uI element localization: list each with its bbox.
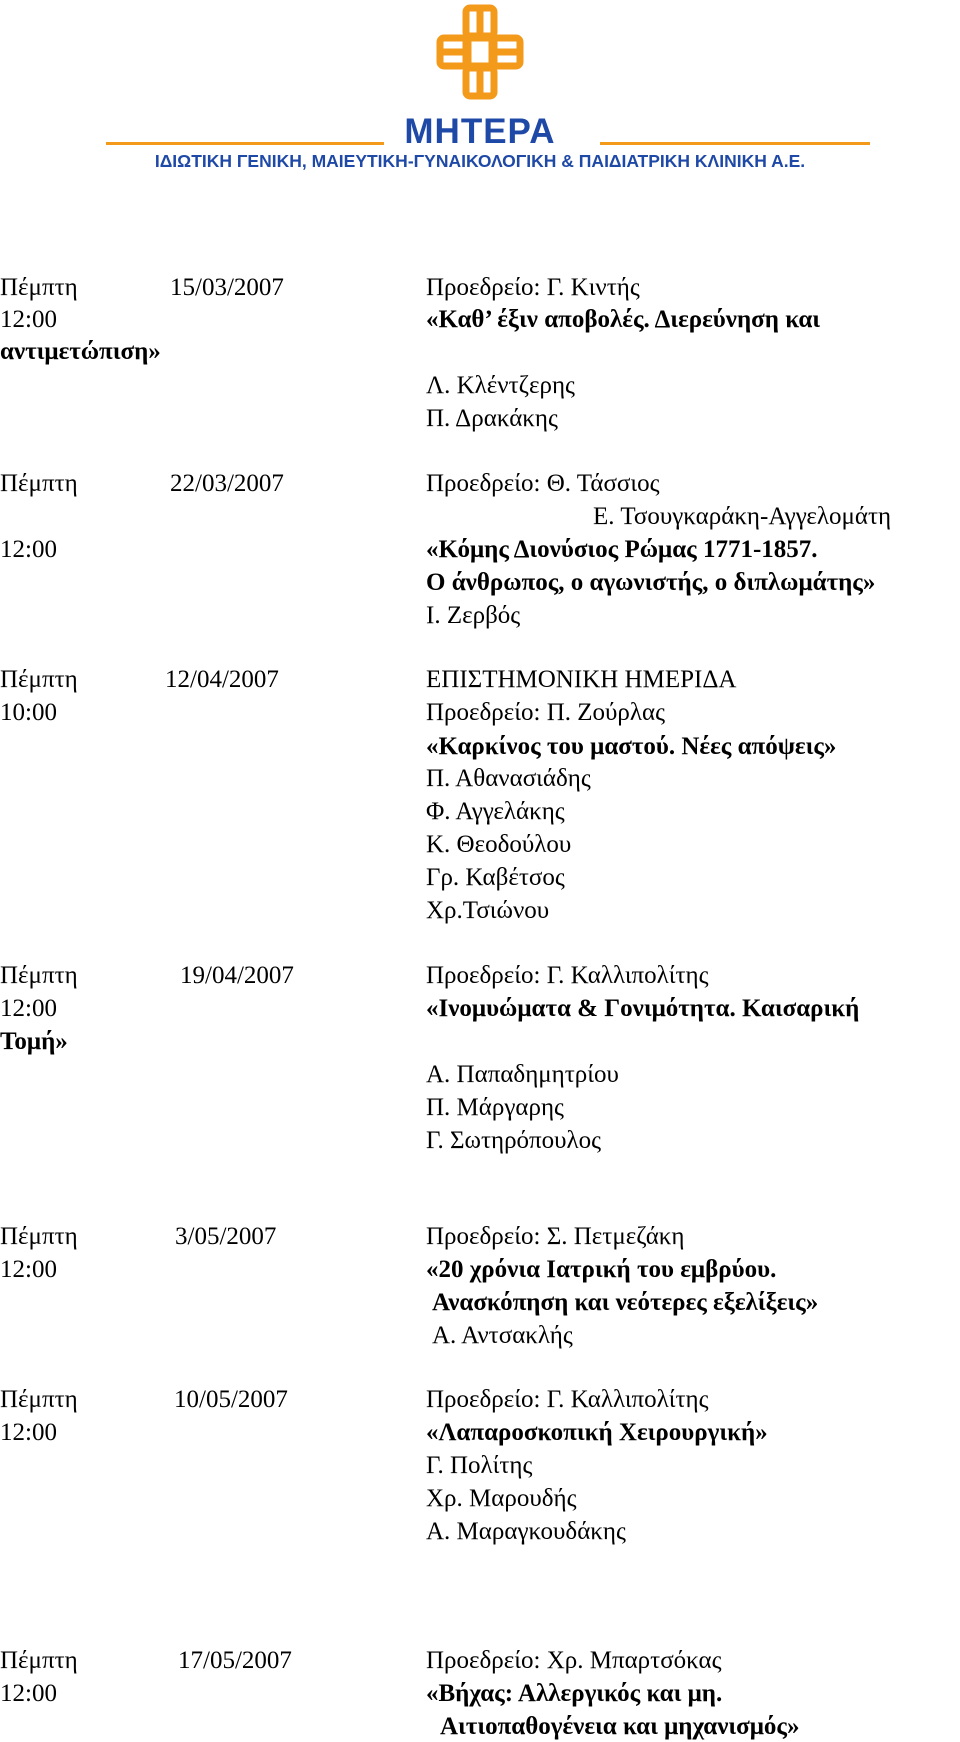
event-time: 12:00 <box>0 1419 57 1446</box>
event-date: 19/04/2007 <box>180 962 294 989</box>
event-speaker: Ι. Ζερβός <box>426 602 521 629</box>
event-heading: ΕΠΙΣΤΗΜΟΝΙΚΗ ΗΜΕΡΙΔΑ <box>426 666 737 693</box>
event-title: «Καθ’ έξιν αποβολές. Διερεύνηση και <box>426 306 821 333</box>
event-speaker: Α. Μαραγκουδάκης <box>426 1518 626 1545</box>
event-day: Πέμπτη <box>0 1386 78 1413</box>
clinic-brand-name: ΜΗΤΕΡΑ <box>404 112 556 151</box>
event-day: Πέμπτη <box>0 470 78 497</box>
event-title: «20 χρόνια Ιατρική του εμβρύου. <box>426 1256 777 1283</box>
event-speaker: Λ. Κλέντζερης <box>426 372 575 399</box>
event-time: 12:00 <box>0 536 57 563</box>
clinic-subtitle: ΙΔΙΩΤΙΚΗ ΓΕΝΙΚΗ, ΜΑΙΕΥΤΙΚΗ-ΓΥΝΑΙΚΟΛΟΓΙΚΗ & ΠΑΙΔΙΑΤΡΙΚΗ ΚΛΙΝΙΚΗ Α.Ε. <box>154 151 806 171</box>
event-speaker: Γρ. Καβέτσος <box>426 864 565 891</box>
event-title-continued: αντιμετώπιση» <box>0 338 161 365</box>
event-day: Πέμπτη <box>0 1647 78 1674</box>
event-chair: Προεδρείο: Θ. Τάσσιος <box>426 470 660 497</box>
event-title: «Λαπαροσκοπική Χειρουργική» <box>426 1419 768 1446</box>
event-date: 3/05/2007 <box>175 1223 277 1250</box>
event-speaker: Κ. Θεοδούλου <box>426 831 572 858</box>
event-speaker: Γ. Σωτηρόπουλος <box>426 1127 602 1154</box>
event-speaker: Π. Μάργαρης <box>426 1094 564 1121</box>
header-rule-left <box>106 142 384 145</box>
event-date: 17/05/2007 <box>178 1647 292 1674</box>
event-chair-second: Ε. Τσουγκαράκη-Αγγελομάτη <box>593 503 892 530</box>
event-title-continued: Τομή» <box>0 1028 68 1055</box>
event-date: 12/04/2007 <box>165 666 279 693</box>
event-title: «Κόμης Διονύσιος Ρώμας 1771-1857. <box>426 536 818 563</box>
event-speaker: Χρ.Τσιώνου <box>426 897 550 924</box>
event-time: 12:00 <box>0 995 57 1022</box>
event-time: 12:00 <box>0 306 57 333</box>
event-speaker: Π. Δρακάκης <box>426 405 558 432</box>
event-time: 12:00 <box>0 1680 57 1707</box>
event-chair: Προεδρείο: Χρ. Μπαρτσόκας <box>426 1647 722 1674</box>
event-day: Πέμπτη <box>0 962 78 989</box>
event-day: Πέμπτη <box>0 1223 78 1250</box>
clinic-logo-icon <box>436 4 524 108</box>
event-chair: Προεδρείο: Π. Ζούρλας <box>426 699 666 726</box>
event-time: 10:00 <box>0 699 57 726</box>
header-rule-right <box>600 142 870 145</box>
event-speaker: Α. Αντσακλής <box>432 1322 573 1349</box>
event-speaker: Φ. Αγγελάκης <box>426 798 565 825</box>
event-title-continued: Ανασκόπηση και νεότερες εξελίξεις» <box>432 1289 819 1316</box>
event-title: «Καρκίνος του μαστού. Νέες απόψεις» <box>426 733 837 760</box>
event-chair: Προεδρείο: Γ. Καλλιπολίτης <box>426 1386 709 1413</box>
event-time: 12:00 <box>0 1256 57 1283</box>
event-speaker: Χρ. Μαρουδής <box>426 1485 577 1512</box>
event-title: «Ινομυώματα & Γονιμότητα. Καισαρική <box>426 995 860 1022</box>
event-speaker: Γ. Πολίτης <box>426 1452 533 1479</box>
event-chair: Προεδρείο: Γ. Καλλιπολίτης <box>426 962 709 989</box>
event-chair: Προεδρείο: Γ. Κιντής <box>426 274 640 301</box>
event-title-continued: Ο άνθρωπος, ο αγωνιστής, ο διπλωμάτης» <box>426 569 876 596</box>
event-date: 22/03/2007 <box>170 470 284 497</box>
event-title: «Βήχας: Αλλεργικός και μη. <box>426 1680 723 1707</box>
event-speaker: Α. Παπαδημητρίου <box>426 1061 619 1088</box>
event-day: Πέμπτη <box>0 666 78 693</box>
event-chair: Προεδρείο: Σ. Πετμεζάκη <box>426 1223 685 1250</box>
event-date: 15/03/2007 <box>170 274 284 301</box>
event-day: Πέμπτη <box>0 274 78 301</box>
letterhead <box>0 0 960 171</box>
event-title-continued: Αιτιοπαθογένεια και μηχανισμός» <box>440 1713 800 1740</box>
event-speaker: Π. Αθανασιάδης <box>426 765 591 792</box>
event-date: 10/05/2007 <box>174 1386 288 1413</box>
